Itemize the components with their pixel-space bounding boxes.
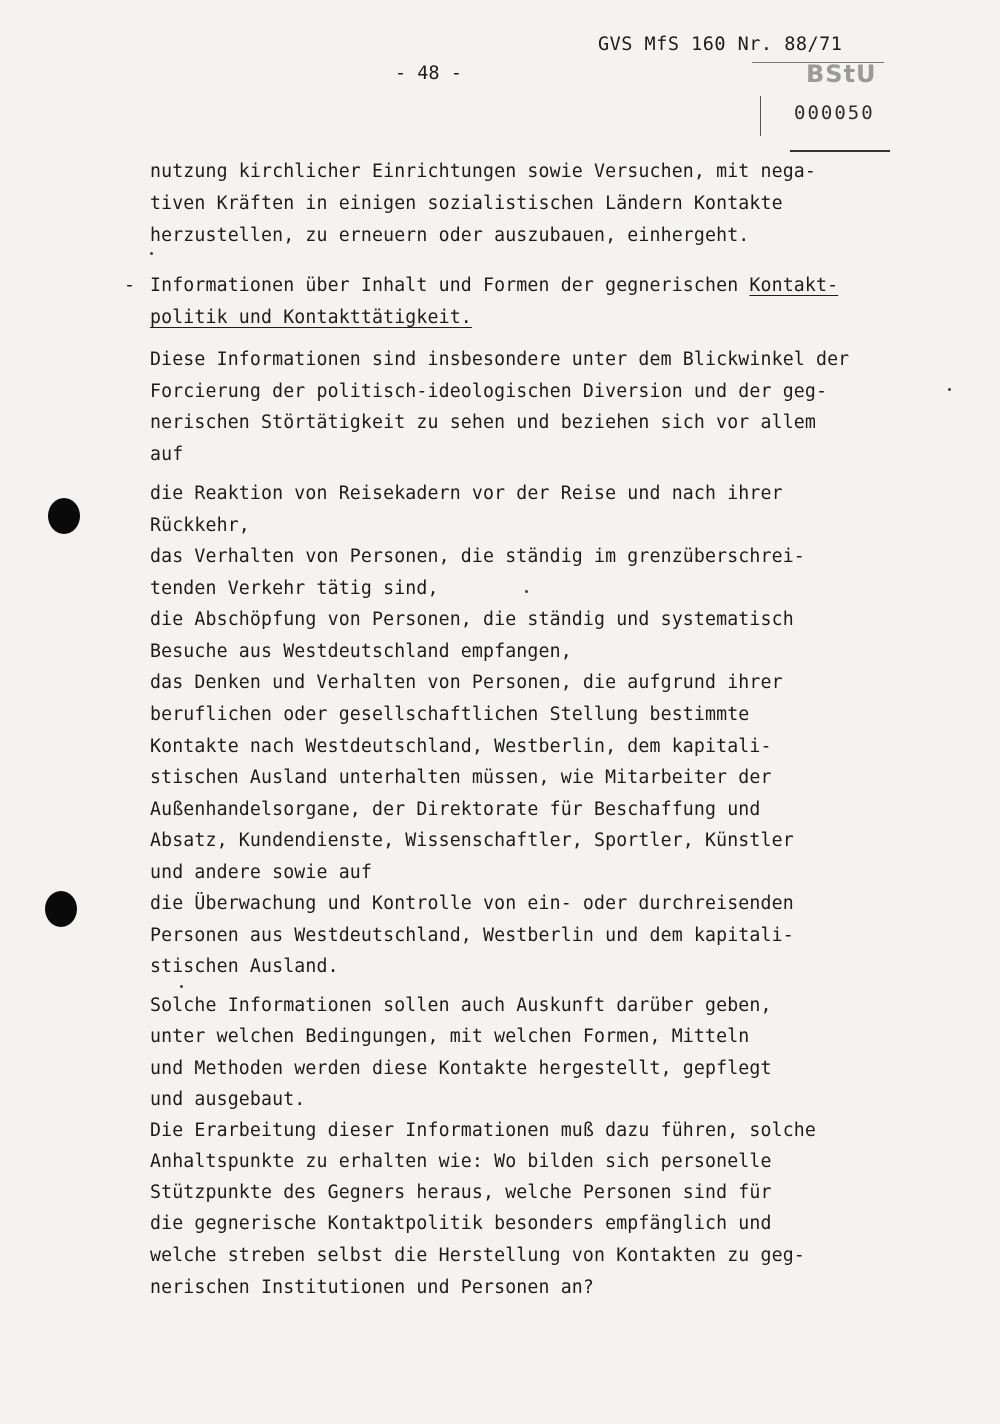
bullet-heading-line-2 [150, 306, 472, 330]
para4-line-10: nerischen Institutionen und Personen an? [150, 1277, 594, 1298]
bullet-heading-underlined-1: Kontakt- [749, 275, 839, 296]
para4-line-1: Solche Informationen sollen auch Auskunft darüber geben, [150, 995, 772, 1016]
para3-line-15: Personen aus Westdeutschland, Westberlin und dem kapitali- [150, 925, 794, 946]
archive-stamp-number: 000050 [794, 102, 875, 124]
para3-line-10: stischen Ausland unterhalten müssen, wie Mitarbeiter der [150, 767, 772, 788]
archive-stamp-label: BStU [806, 60, 877, 88]
bullet-heading-line-1 [150, 274, 838, 298]
para3-line-3: das Verhalten von Personen, die ständig im grenzüberschrei- [150, 546, 805, 567]
para3-line-13: und andere sowie auf [150, 862, 372, 883]
para1-line-2: tiven Kräften in einigen sozialistischen Ländern Kontakte [150, 193, 783, 214]
para3-line-12: Absatz, Kundendienste, Wissenschaftler, Sportler, Künstler [150, 830, 794, 851]
page-number: - 48 - [395, 63, 462, 84]
para3-line-11: Außenhandelsorgane, der Direktorate für Beschaffung und [150, 799, 761, 820]
scan-speck [525, 590, 528, 593]
para2-line-2: Forcierung der politisch-ideologischen Diversion und der geg- [150, 381, 828, 402]
para4-line-7: Stützpunkte des Gegners heraus, welche Personen sind für [150, 1182, 772, 1203]
para4-line-8: die gegnerische Kontaktpolitik besonders empfänglich und [150, 1213, 772, 1234]
para3-line-4: tenden Verkehr tätig sind, [150, 578, 439, 599]
para3-line-1: die Reaktion von Reisekadern vor der Reise und nach ihrer [150, 483, 783, 504]
para2-line-3: nerischen Störtätigkeit zu sehen und beziehen sich vor allem [150, 412, 816, 433]
bullet-heading-underlined-2: politik und Kontakttätigkeit. [150, 307, 472, 328]
punch-hole-upper [48, 498, 80, 534]
para4-line-5: Die Erarbeitung dieser Informationen muß dazu führen, solche [150, 1120, 816, 1141]
para3-line-16: stischen Ausland. [150, 956, 339, 977]
para4-line-4: und ausgebaut. [150, 1089, 306, 1110]
stamp-underline [790, 150, 890, 152]
para3-line-2: Rückkehr, [150, 515, 250, 536]
para4-line-3: und Methoden werden diese Kontakte hergestellt, gepflegt [150, 1058, 772, 1079]
para3-line-5: die Abschöpfung von Personen, die ständig und systematisch [150, 609, 794, 630]
para2-line-1: Diese Informationen sind insbesondere unter dem Blickwinkel der [150, 349, 850, 370]
punch-hole-lower [45, 891, 77, 927]
para4-line-2: unter welchen Bedingungen, mit welchen Formen, Mitteln [150, 1026, 750, 1047]
bullet-dash: - [124, 275, 135, 296]
para3-line-6: Besuche aus Westdeutschland empfangen, [150, 641, 572, 662]
bullet-heading-text: Informationen über Inhalt und Formen der gegnerischen [150, 275, 750, 296]
scan-speck [150, 252, 153, 255]
document-reference: GVS MfS 160 Nr. 88/71 [598, 34, 843, 55]
scan-speck [180, 985, 183, 988]
para3-line-7: das Denken und Verhalten von Personen, die aufgrund ihrer [150, 672, 783, 693]
para3-line-8: beruflichen oder gesellschaftlichen Stellung bestimmte [150, 704, 750, 725]
para2-line-4: auf [150, 444, 184, 465]
para1-line-3: herzustellen, zu erneuern oder auszubauen, einhergeht. [150, 225, 750, 246]
para3-line-9: Kontakte nach Westdeutschland, Westberlin, dem kapitali- [150, 736, 772, 757]
para1-line-1: nutzung kirchlicher Einrichtungen sowie Versuchen, mit nega- [150, 161, 816, 182]
para4-line-9: welche streben selbst die Herstellung von Kontakten zu geg- [150, 1245, 805, 1266]
scan-speck [948, 388, 951, 391]
para4-line-6: Anhaltspunkte zu erhalten wie: Wo bilden sich personelle [150, 1151, 772, 1172]
stamp-corner-mark [760, 96, 761, 136]
para3-line-14: die Überwachung und Kontrolle von ein- oder durchreisenden [150, 893, 794, 914]
